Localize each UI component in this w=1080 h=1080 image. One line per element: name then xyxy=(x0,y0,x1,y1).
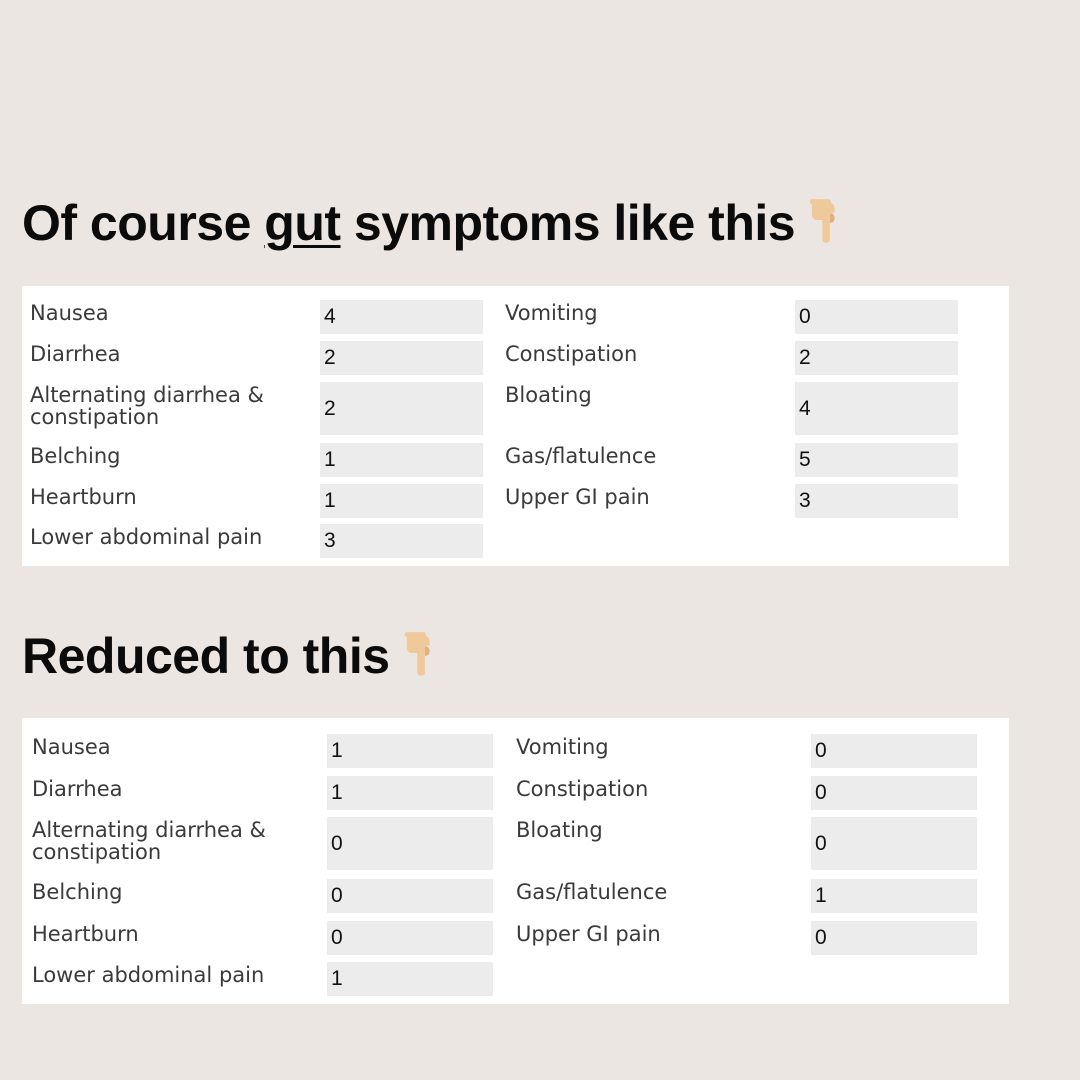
symptom-score: 0 xyxy=(795,300,958,334)
symptom-score: 1 xyxy=(320,484,483,518)
symptom-label: Alternating diarrhea & xyxy=(30,383,264,407)
symptom-label: Gas/flatulence xyxy=(516,880,668,904)
pointing-down-hand-icon xyxy=(809,198,847,244)
symptom-label: Bloating xyxy=(505,383,592,407)
heading-before-suffix: symptoms like this xyxy=(340,195,796,251)
heading-after-text: Reduced to this xyxy=(22,628,390,684)
symptom-label: Lower abdominal pain xyxy=(30,525,263,549)
pointing-down-hand-icon xyxy=(404,631,442,677)
symptom-score: 2 xyxy=(795,341,958,375)
symptom-score: 3 xyxy=(795,484,958,518)
heading-after xyxy=(22,628,442,684)
symptom-label: Nausea xyxy=(30,301,109,325)
symptom-score: 3 xyxy=(320,524,483,558)
symptom-score: 0 xyxy=(327,921,493,955)
symptom-score: 1 xyxy=(327,962,493,996)
symptom-table-after xyxy=(22,718,1009,1004)
symptom-score: 0 xyxy=(327,879,493,913)
symptom-label: Constipation xyxy=(516,777,649,801)
symptom-score: 4 xyxy=(795,382,958,435)
symptom-label: Vomiting xyxy=(505,301,598,325)
symptom-label: Nausea xyxy=(32,735,111,759)
heading-before-emph: gut xyxy=(264,195,341,251)
symptom-label: Upper GI pain xyxy=(505,485,650,509)
symptom-label: Gas/flatulence xyxy=(505,444,657,468)
symptom-label: Alternating diarrhea & xyxy=(32,818,266,842)
symptom-score: 2 xyxy=(320,341,483,375)
symptom-label: Upper GI pain xyxy=(516,922,661,946)
symptom-score: 1 xyxy=(320,443,483,477)
symptom-score: 0 xyxy=(811,734,977,768)
symptom-table-before xyxy=(22,286,1009,566)
symptom-score: 1 xyxy=(811,879,977,913)
symptom-score: 0 xyxy=(811,776,977,810)
symptom-label-line2: constipation xyxy=(32,840,162,864)
heading-before xyxy=(22,195,847,251)
symptom-score: 0 xyxy=(811,921,977,955)
symptom-label: Vomiting xyxy=(516,735,609,759)
symptom-score: 5 xyxy=(795,443,958,477)
symptom-label: Diarrhea xyxy=(30,342,121,366)
symptom-score: 4 xyxy=(320,300,483,334)
symptom-label: Lower abdominal pain xyxy=(32,963,265,987)
symptom-label: Belching xyxy=(30,444,121,468)
symptom-score: 1 xyxy=(327,776,493,810)
symptom-label: Belching xyxy=(32,880,123,904)
symptom-score: 2 xyxy=(320,382,483,435)
symptom-score: 1 xyxy=(327,734,493,768)
symptom-label: Diarrhea xyxy=(32,777,123,801)
symptom-label: Heartburn xyxy=(30,485,137,509)
symptom-label-line2: constipation xyxy=(30,405,160,429)
symptom-label: Bloating xyxy=(516,818,603,842)
heading-before-prefix: Of course xyxy=(22,195,265,251)
symptom-score: 0 xyxy=(327,817,493,870)
symptom-score: 0 xyxy=(811,817,977,870)
symptom-label: Constipation xyxy=(505,342,638,366)
symptom-label: Heartburn xyxy=(32,922,139,946)
